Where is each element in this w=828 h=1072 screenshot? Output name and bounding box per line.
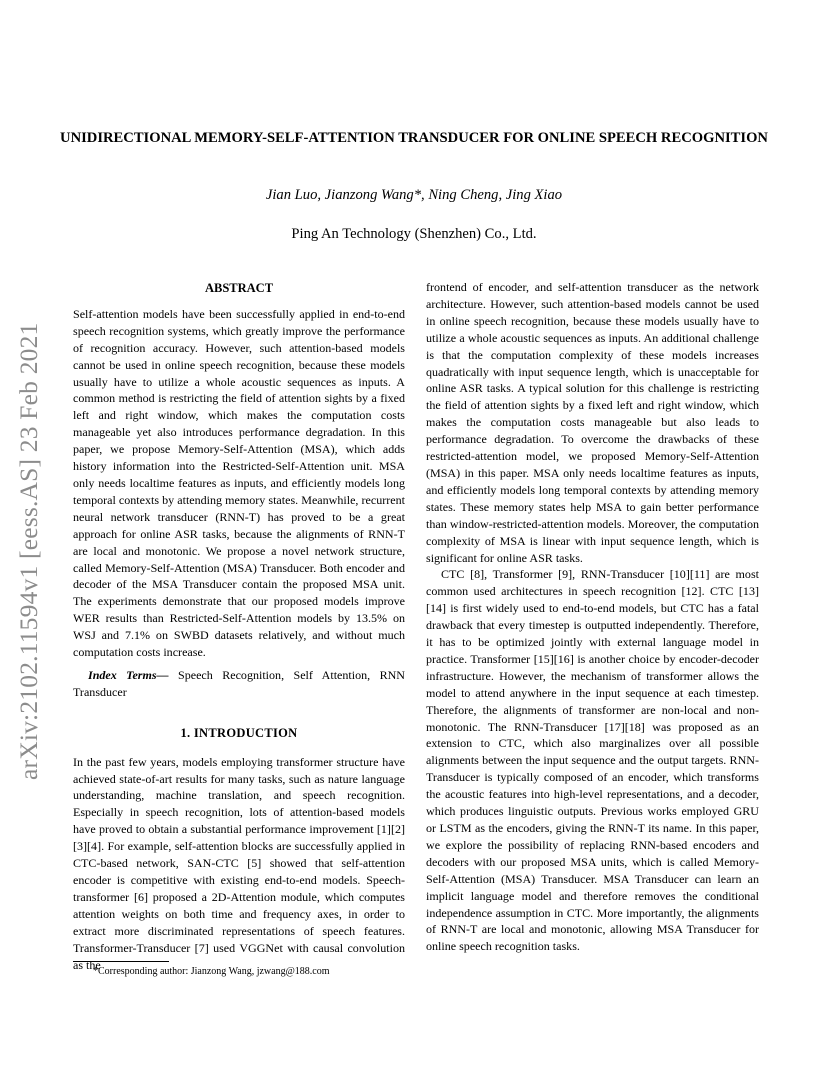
index-terms <box>73 667 405 701</box>
arxiv-side-stamp: arXiv:2102.11594v1 [eess.AS] 23 Feb 2021 <box>14 322 43 780</box>
paper-title: UNIDIRECTIONAL MEMORY-SELF-ATTENTION TRANSDUCER FOR ONLINE SPEECH RECOGNITION <box>60 130 768 146</box>
abstract-body: Self-attention models have been successfully applied in end-to-end speech recognition systems, which greatly improve the performance of recognition accuracy. However, such attention-based models cannot be used in online speech recognition, because these models usually have to utilize a whole acoustic sequences as inputs. A common method is restricting the field of attention sights by a fixed left and right window, which makes the computation costs manageable yet also introduces performance degradation. In this paper, we propose Memory-Self-Attention (MSA), which adds history information into the Restricted-Self-Attention unit. MSA only needs localtime features as inputs, and efficiently models long temporal contexts by attending memory states. Meanwhile, recurrent neural network transducer (RNN-T) has proved to be a great approach for online ASR tasks, because the alignments of RNN-T are local and monotonic. We propose a novel network structure, called Memory-Self-Attention (MSA) Transducer. Both encoder and decoder of the MSA Transducer contain the proposed MSA unit. The experiments demonstrate that our proposed models improve WER results than Restricted-Self-Attention models by 13.5% on WSJ and 7.1% on SWBD datasets relatively, and without much computation costs increase. <box>73 306 405 660</box>
index-terms-label: Index Terms— <box>88 667 169 682</box>
introduction-paragraph-1-continued: frontend of encoder, and self-attention transducer as the network architecture. However, such attention-based models cannot be used in online speech recognition, because these models usually have to utilize a whole acoustic sequences as inputs. An additional challenge is that the computation complexity of these models increases quadratically with input sequence length, which is unacceptable for online ASR tasks. A typical solution for this challenge is restricting the field of attention sights by a fixed left and right window, which makes the computation costs manageable but also leads to performance degradation. To overcome the drawbacks of these restricted-attention model, we proposed Memory-Self-Attention (MSA) in this paper. MSA only needs localtime features as inputs, and efficiently models long temporal contexts by attending memory states. These memory states help MSA to gain better performance than window-restricted-attention models. Moreover, the computation complexity of MSA is linear with input sequence length, which is significant for online ASR tasks. <box>426 280 759 565</box>
introduction-heading: 1. INTRODUCTION <box>180 725 298 740</box>
index-terms-text: Speech Recognition, Self Attention, RNN Transducer <box>73 667 405 699</box>
footnote: *Corresponding author: Jianzong Wang, jzwang@188.com <box>93 966 330 977</box>
affiliation: Ping An Technology (Shenzhen) Co., Ltd. <box>291 226 537 242</box>
footnote-rule <box>73 961 169 962</box>
abstract-heading: ABSTRACT <box>204 281 274 295</box>
right-column <box>426 279 759 955</box>
author-list: Jian Luo, Jianzong Wang*, Ning Cheng, Jing Xiao <box>265 187 563 203</box>
introduction-paragraph-1-start: In the past few years, models employing transformer structure have achieved state-of-art results for many tasks, such as nature language understanding, machine translation, and speech recognition. Especially in speech recognition, lots of attention-based models have proved to obtain a substantial performance improvement [1][2][3][4]. For example, self-attention blocks are successfully applied in CTC-based network, SAN-CTC [5] showed that self-attention encoder is competitive with existing end-to-end models. Speech-transformer [6] proposed a 2D-Attention module, which computes attention weights on both time and frequency axes, in order to extract more discriminated representations of speech features. Transformer-Transducer [7] used VGGNet with causal convolution as the <box>73 754 405 972</box>
left-column <box>73 280 405 973</box>
introduction-paragraph-2: CTC [8], Transformer [9], RNN-Transducer [10][11] are most common used architectures in speech recognition [12]. CTC [13][14] is first widely used to end-to-end models, but CTC has a fatal drawback that every timestep is outputted independently. Therefore, it has to be optimized jointly with external language model in practice. Transformer [15][16] is another choice by encoder-decoder infrastructure. However, the mechanism of transformer allows the model to attend anywhere in the input sequence at each timestep. Therefore, the alignments of transformer are non-local and non-monotonic. The RNN-Transducer [17][18] was proposed as an extension to CTC, which also marginalizes over all possible alignments between the input sequence and the output targets. RNN-Transducer is typically composed of an encoder, which transforms the acoustic features into high-level representations, and a decoder, which produces linguistic outputs. Previous works employed GRU or LSTM as the encoders, giving the RNN-T its name. In this paper, we explore the possibility of replacing RNN-based encoders and decoders with our proposed MSA units, which is called Memory-Self-Attention (MSA) Transducer. MSA Transducer can learn an implicit language model and therefore removes the conditional independence assumption in CTC. More importantly, the alignments of RNN-T are local and monotonic, allowing MSA Transducer for online speech recognition tasks. <box>426 567 759 954</box>
